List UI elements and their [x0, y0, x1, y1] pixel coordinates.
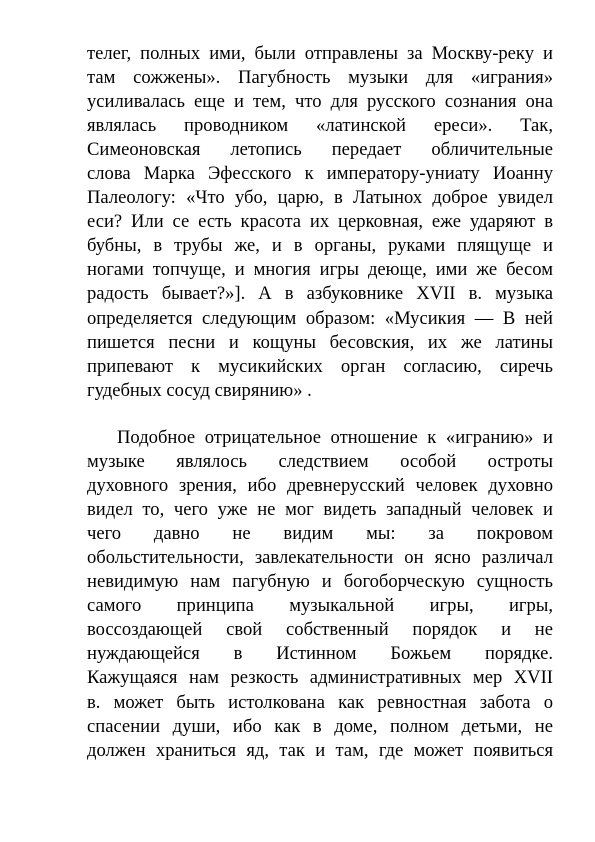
text-line: видел то, чего уже не мог видеть западный человек и [87, 499, 553, 521]
text-line: Палеологу: «Что убо, царю, в Латынох доброе увидел [87, 187, 553, 209]
text-line: должен храниться яд, так и там, где может появиться [87, 739, 553, 761]
text-line: воссоздающей свой собственный порядок и не [87, 619, 553, 641]
text-line: припевают к мусикийских орган согласию, сиречь [87, 355, 553, 377]
text-line: слова Марка Эфесского к императору-униату Иоанну [87, 163, 553, 185]
text-line: пишется песни и кощуны бесовския, их же латины [87, 331, 553, 353]
text-line: гудебных сосуд свирянию» . [87, 379, 312, 401]
text-line: Симеоновская летопись передает обличительные [87, 139, 553, 161]
paragraph-2 [87, 426, 553, 763]
text-line: спасении души, ибо как в доме, полном детьми, не [87, 715, 553, 737]
text-line: там сожжены». Пагубность музыки для «играния» [87, 67, 553, 89]
text-line: чего давно не видим мы: за покровом [87, 523, 553, 545]
text-line: определяется следующим образом: «Мусикия — В ней [87, 307, 553, 329]
paragraph-1 [87, 42, 553, 403]
text-line: музыке являлось следствием особой остроты [87, 451, 553, 473]
text-line: ногами топчуще, и многия игры деюще, ими же бесом [87, 259, 553, 281]
text-line: являлась проводником «латинской ереси». Так, [87, 115, 553, 137]
text-line: усиливалась еще и тем, что для русского сознания она [87, 91, 553, 113]
text-line: еси? Или се есть красота их церковная, еже ударяют в [87, 211, 553, 233]
text-line: телег, полных ими, были отправлены за Москву-реку и [87, 43, 553, 64]
text-line: бубны, в трубы же, и в органы, руками плящуще и [87, 235, 553, 257]
text-line: нуждающейся в Истинном Божьем порядке. [87, 643, 553, 665]
text-line: в. может быть истолкована как ревностная забота о [87, 691, 553, 713]
text-line: духовного зрения, ибо древнерусский человек духовно [87, 475, 553, 497]
text-line: самого принципа музыкальной игры, игры, [87, 595, 553, 617]
text-line: обольстительности, завлекательности он ясно различал [87, 547, 553, 569]
text-line: Кажущаяся нам резкость административных мер XVII [87, 667, 553, 689]
text-line: невидимую нам пагубную и богоборческую сущность [87, 571, 553, 593]
text-line: радость бывает?»]. А в азбуковнике XVII в. музыка [87, 283, 553, 305]
text-line: Подобное отрицательное отношение к «игранию» и [117, 427, 553, 448]
